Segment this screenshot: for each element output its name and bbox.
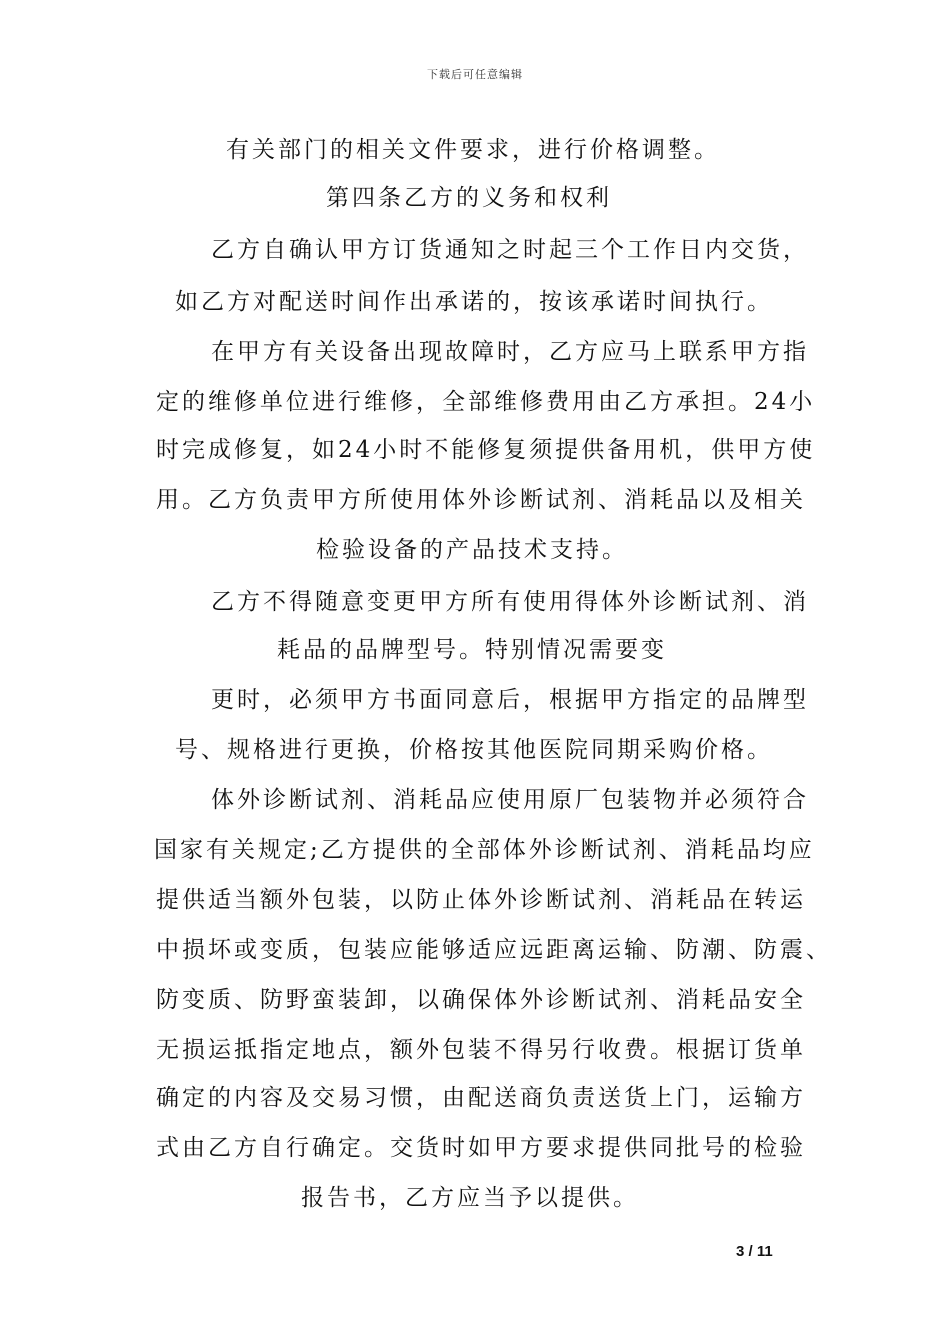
text-line: 检验设备的产品技术支持。 [316,537,628,563]
text-line: 乙方不得随意变更甲方所有使用得体外诊断试剂、消 [211,589,809,615]
text-line: 提供适当额外包装，以防止体外诊断试剂、消耗品在转运 [156,887,806,913]
text-line: 时完成修复，如24小时不能修复须提供备用机，供甲方使 [156,437,816,463]
text-line: 在甲方有关设备出现故障时，乙方应马上联系甲方指 [211,339,809,365]
header-note: 下载后可任意编辑 [427,68,523,81]
text-line: 如乙方对配送时间作出承诺的，按该承诺时间执行。 [175,289,773,315]
text-line: 乙方自确认甲方订货通知之时起三个工作日内交货， [211,237,809,263]
text-line: 式由乙方自行确定。交货时如甲方要求提供同批号的检验 [156,1135,806,1161]
page-number: 3 / 11 [736,1243,773,1260]
text-line: 报告书，乙方应当予以提供。 [301,1185,639,1211]
text-line: 有关部门的相关文件要求，进行价格调整。 [226,137,720,163]
text-line: 耗品的品牌型号。特别情况需要变 [277,637,667,663]
text-line: 无损运抵指定地点，额外包装不得另行收费。根据订货单 [156,1037,806,1063]
text-line: 定的维修单位进行维修，全部维修费用由乙方承担。24小 [156,389,816,415]
text-line: 用。乙方负责甲方所使用体外诊断试剂、消耗品以及相关 [156,487,806,513]
text-line: 中损坏或变质，包装应能够适应远距离运输、防潮、防震、 [156,937,832,963]
section-heading: 第四条乙方的义务和权利 [326,185,612,211]
text-line: 号、规格进行更换，价格按其他医院同期采购价格。 [175,737,773,763]
text-line: 防变质、防野蛮装卸，以确保体外诊断试剂、消耗品安全 [156,987,806,1013]
text-line: 体外诊断试剂、消耗品应使用原厂包装物并必须符合 [211,787,809,813]
text-line: 确定的内容及交易习惯，由配送商负责送货上门，运输方 [156,1085,806,1111]
text-line: 更时，必须甲方书面同意后，根据甲方指定的品牌型 [211,687,809,713]
text-line: 国家有关规定;乙方提供的全部体外诊断试剂、消耗品均应 [154,837,815,863]
